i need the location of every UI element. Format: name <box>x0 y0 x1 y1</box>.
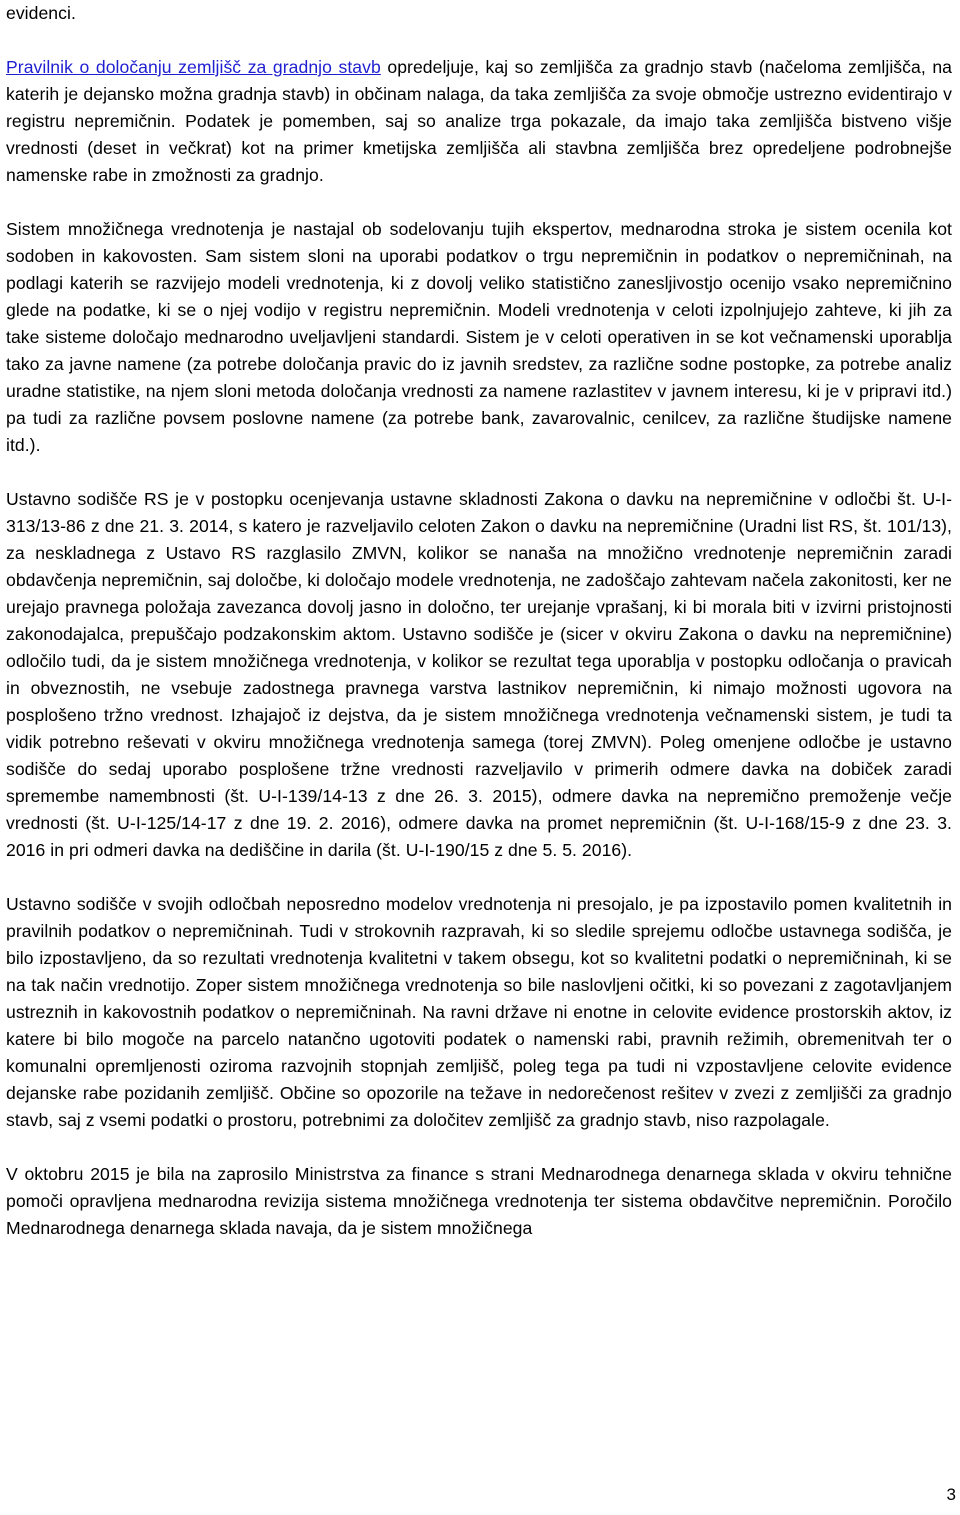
paragraph-pravilnik-text: opredeljuje, kaj so zemljišča za gradnjo stavb (načeloma zemljišča, na katerih je dejansko možna gradnja stavb) in občinam nalaga, da taka zemljišča za svoje območje ustrezno evidentirajo v registru nepremičnin. Podatek je pomemben, saj so analize trga pokazale, da imajo taka zemljišča bistveno višje vrednosti (deset in večkrat) kot na primer kmetijska zemljišča ali stavbna zemljišča brez opredeljene podrobnejše namenske rabe in zmožnosti za gradnjo. <box>6 57 952 185</box>
page-number: 3 <box>946 1485 956 1504</box>
document-body <box>6 0 952 1242</box>
paragraph-pravilnik <box>6 54 952 189</box>
intro-fragment: evidenci. <box>6 3 76 23</box>
pravilnik-link[interactable]: Pravilnik o določanju zemljišč za gradnjo stavb <box>6 57 381 77</box>
paragraph-podatki-o-nepremicninah: Ustavno sodišče v svojih odločbah neposredno modelov vrednotenja ni presojalo, je pa izpostavilo pomen kvalitetnih in pravilnih podatkov o nepremičninah. Tudi v strokovnih razpravah, ki so sledile sprejemu odločbe ustavnega sodišča, je bilo izpostavljeno, da so rezultati vrednotenja kvalitetni v takem obsegu, kot so kvalitetni podatki o nepremičninah, ki se na tak način vrednotijo. Zoper sistem množičnega vrednotenja so bile naslovljeni očitki, ki so povezani z zagotavljanjem ustreznih in kakovostnih podatkov o nepremičninah. Na ravni države ni enotne in celovite evidence prostorskih aktov, iz katere bi bilo mogoče na parcelo natančno ugotoviti podatek o namenski rabi, pravnih režimih, obremenitvah ter o komunalni opremljenosti oziroma razvojnih stopnjah zemljišč, poleg tega pa tudi ni vzpostavljene celovite evidence dejanske rabe pozidanih zemljišč. Občine so opozorile na težave in nedorečenost rešitev v zvezi z zemljišči za gradnjo stavb, saj z vsemi podatki o prostoru, potrebnimi za določitev zemljišč za gradnjo stavb, niso razpolagale. <box>6 894 952 1130</box>
paragraph-ustavno-sodisce: Ustavno sodišče RS je v postopku ocenjevanja ustavne skladnosti Zakona o davku na nepremičnine v odločbi št. U-I-313/13-86 z dne 21. 3. 2014, s katero je razveljavilo celoten Zakon o davku na nepremičnine (Uradni list RS, št. 101/13), za neskladnega z Ustavo RS razglasilo ZMVN, kolikor se nanaša na množično vrednotenje nepremičnin zaradi obdavčenja nepremičnin, saj določbe, ki določajo modele vrednotenja, ne zadoščajo zahtevam načela zakonitosti, ker ne urejajo pravnega položaja zavezanca dovolj jasno in določno, ter urejanje vprašanj, ki bi morala biti v izvirni pristojnosti zakonodajalca, prepuščajo podzakonskim aktom. Ustavno sodišče je (sicer v okviru Zakona o davku na nepremičnine) odločilo tudi, da je sistem množičnega vrednotenja, v kolikor se rezultat tega uporablja v postopku odločanja o pravicah in obveznostih, ne vsebuje zadostnega pravnega varstva lastnikov nepremičnin, ki nimajo možnosti ugovora na posplošeno tržno vrednost. Izhajajoč iz dejstva, da je sistem množičnega vrednotenja večnamenski sistem, je tudi ta vidik potrebno reševati v okviru množičnega vrednotenja samega (torej ZMVN). Poleg omenjene odločbe je ustavno sodišče do sedaj uporabo posplošene tržne vrednosti razveljavilo v primerih odmere davka na dobiček zaradi spremembe namembnosti (št. U-I-139/14-13 z dne 26. 3. 2015), odmere davka na nepremično premoženje večje vrednosti (št. U-I-125/14-17 z dne 19. 2. 2016), odmere davka na promet nepremičnin (št. U-I-168/15-9 z dne 23. 3. 2016 in pri odmeri davka na dediščine in darila (št. U-I-190/15 z dne 5. 5. 2016). <box>6 489 952 860</box>
paragraph-mednarodna-revizija: V oktobru 2015 je bila na zaprosilo Ministrstva za finance s strani Mednarodnega denarnega sklada v okviru tehnične pomoči opravljena mednarodna revizija sistema množičnega vrednotenja ter sistema obdavčitve nepremičnin. Poročilo Mednarodnega denarnega sklada navaja, da je sistem množičnega <box>6 1164 952 1238</box>
paragraph-sistem-vrednotenja: Sistem množičnega vrednotenja je nastajal ob sodelovanju tujih ekspertov, mednarodna stroka je sistem ocenila kot sodoben in kakovosten. Sam sistem sloni na uporabi podatkov o trgu nepremičnin in podatkov o nepremičninah, na podlagi katerih se razvijejo modeli vrednotenja, ki z dovolj veliko statistično zanesljivostjo ocenijo vsako nepremičnino glede na podatke, ki se o njej vodijo v registru nepremičnin. Modeli vrednotenja v celoti izpolnjujejo zahteve, ki jih za take sisteme določajo mednarodno uveljavljeni standardi. Sistem je v celoti operativen in se kot večnamenski uporablja tako za javne namene (za potrebe določanja pravic do iz javnih sredstev, za različne sodne postopke, za potrebe analiz uradne statistike, na njem sloni metoda določanja vrednosti za namene razlastitev v javnem interesu, ki je v pripravi itd.) pa tudi za različne povsem poslovne namene (za potrebe bank, zavarovalnic, cenilcev, za različne študijske namene itd.). <box>6 219 952 455</box>
